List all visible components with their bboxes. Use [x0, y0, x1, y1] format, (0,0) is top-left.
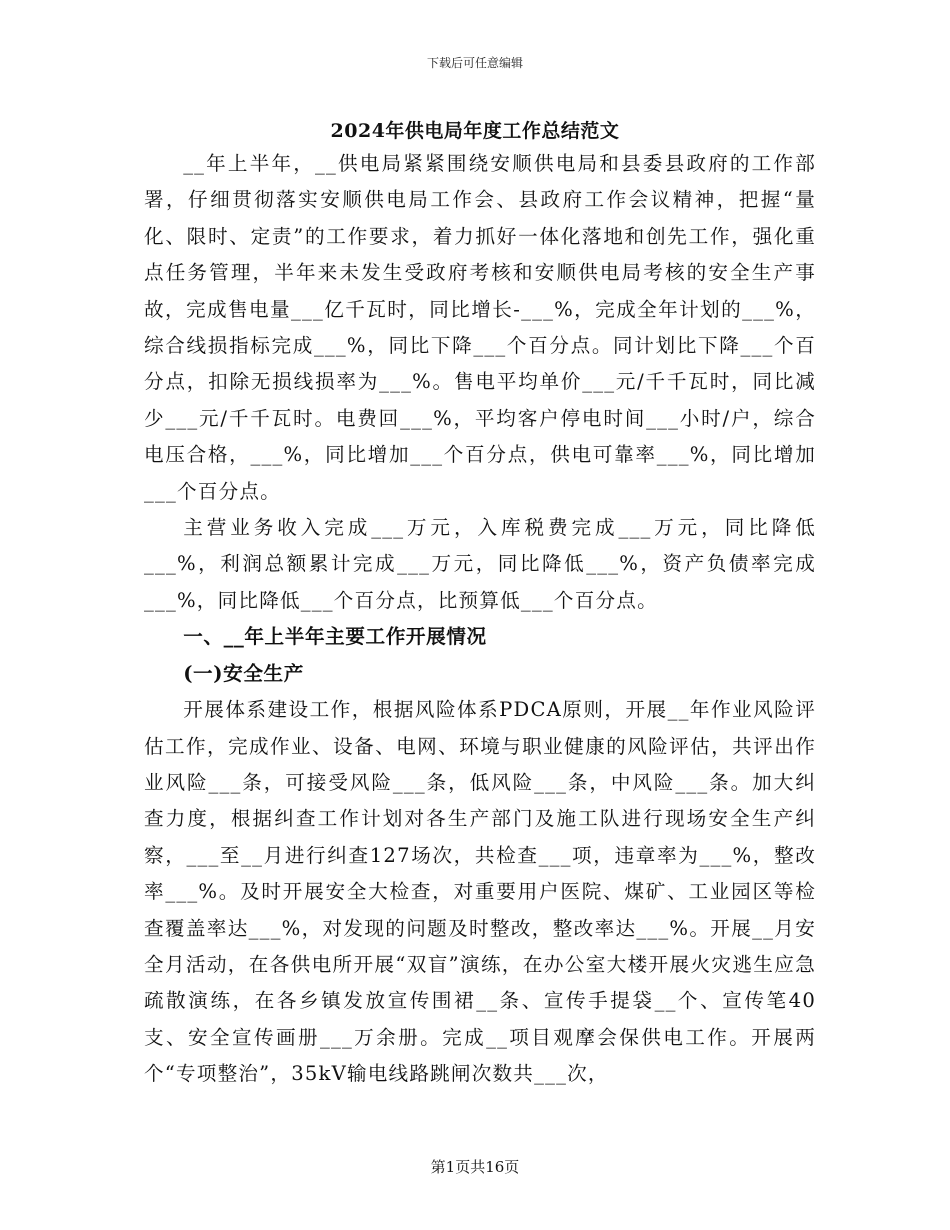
- body-paragraph: __年上半年，__供电局紧紧围绕安顺供电局和县委县政府的工作部署，仔细贯彻落实安顺供电局工作会、县政府工作会议精神，把握“量化、限时、定责”的工作要求，着力抓好一体化落地和创先工作，强化重点任务管理，半年来未发生受政府考核和安顺供电局考核的安全生产事故，完成售电量___亿千瓦时，同比增长-___%，完成全年计划的___%，综合线损指标完成___%，同比下降___个百分点。同计划比下降___个百分点，扣除无损线损率为___%。售电平均单价___元/千千瓦时，同比减少___元/千千瓦时。电费回___%，平均客户停电时间___小时/户，综合电压合格，___%，同比增加___个百分点，供电可靠率___%，同比增加___个百分点。: [144, 152, 816, 503]
- document-title: 2024年供电局年度工作总结范文: [330, 120, 620, 142]
- section-heading: 一、__年上半年主要工作开展情况: [183, 625, 487, 649]
- page-number-footer: 第1页共16页: [430, 1158, 520, 1176]
- page-header-note: 下载后可任意编辑: [426, 56, 523, 70]
- document-body: [144, 146, 816, 1093]
- body-paragraph: 开展体系建设工作，根据风险体系PDCA原则，开展__年作业风险评估工作，完成作业、设备、电网、环境与职业健康的风险评估，共评出作业风险___条，可接受风险___条，低风险___条，中风险___条。加大纠查力度，根据纠查工作计划对各生产部门及施工队进行现场安全生产纠察，___至__月进行纠查127场次，共检查___项，违章率为___%，整改率___%。及时开展安全大检查，对重要用户医院、煤矿、工业园区等检查覆盖率达___%，对发现的问题及时整改，整改率达___%。开展__月安全月活动，在各供电所开展“双盲”演练，在办公室大楼开展火灾逃生应急疏散演练，在各乡镇发放宣传围裙__条、宣传手提袋__个、宣传笔40支、安全宣传画册___万余册。完成__项目观摩会保供电工作。开展两个“专项整治”，35kV输电线路跳闸次数共___次，: [144, 698, 816, 1086]
- body-paragraph: 主营业务收入完成___万元，入库税费完成___万元，同比降低___%，利润总额累计完成___万元，同比降低___%，资产负债率完成___%，同比降低___个百分点，比预算低___个百分点。: [144, 516, 816, 612]
- subsection-heading: (一)安全生产: [183, 661, 304, 685]
